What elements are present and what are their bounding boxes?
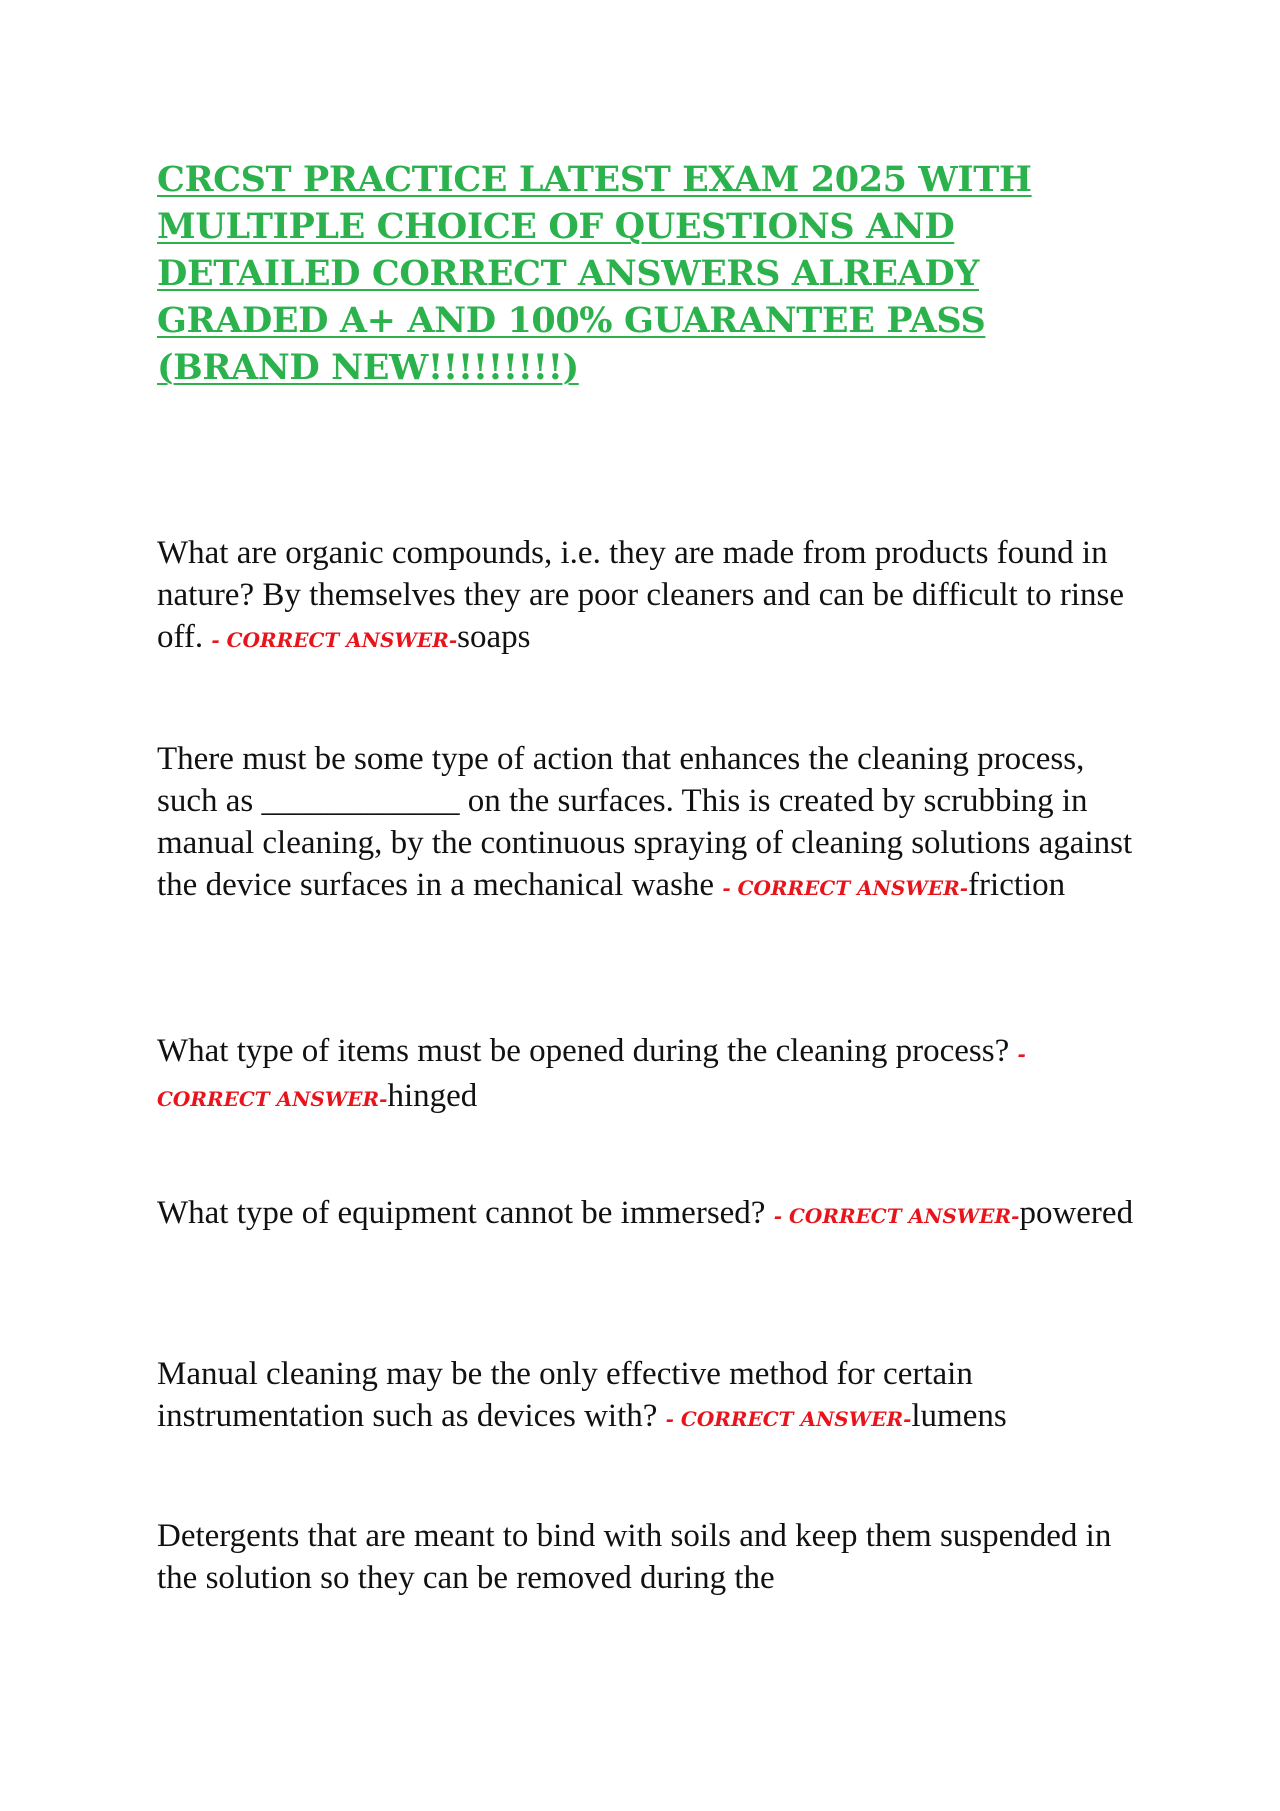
document-title: CRCST PRACTICE LATEST EXAM 2025 WITH MULTIPLE CHOICE OF QUESTIONS AND DETAILED CORRECT ANSWERS ALREADY GRADED A+ AND 100% GUARANTEE PASS (BRAND NEW!!!!!!!!!) bbox=[157, 159, 1032, 388]
correct-answer-marker: - CORRECT ANSWER- bbox=[773, 1204, 1020, 1228]
correct-answer-marker: - CORRECT ANSWER- bbox=[665, 1407, 912, 1431]
answer-text: powered bbox=[1019, 1195, 1134, 1231]
question-text: What type of equipment cannot be immersed? bbox=[157, 1195, 774, 1231]
qa-item-4 bbox=[157, 1192, 1137, 1237]
qa-item-6 bbox=[157, 1515, 1137, 1599]
correct-answer-marker: - CORRECT ANSWER- bbox=[211, 628, 458, 652]
answer-text: soaps bbox=[457, 619, 531, 655]
question-text: Detergents that are meant to bind with soils and keep them suspended in the solution so they can be removed during the bbox=[157, 1518, 1112, 1596]
answer-text: hinged bbox=[387, 1078, 478, 1114]
question-text: What type of items must be opened during the cleaning process? bbox=[157, 1033, 1018, 1069]
qa-item-1 bbox=[157, 532, 1137, 661]
answer-text: lumens bbox=[911, 1398, 1007, 1434]
question-text: Manual cleaning may be the only effective method for certain instrumentation such as devices with? bbox=[157, 1356, 973, 1434]
qa-item-3 bbox=[157, 1030, 1137, 1120]
qa-item-5 bbox=[157, 1353, 1137, 1440]
question-text: What are organic compounds, i.e. they are made from products found in nature? By themselves they are poor cleaners and can be difficult to rinse off. bbox=[157, 535, 1125, 655]
question-text: There must be some type of action that enhances the cleaning process, such as ____________ on the surfaces. This is created by scrubbing in manual cleaning, by the continuous spraying of cleaning solutions against the device surfaces in a mechanical washe bbox=[157, 741, 1133, 903]
qa-item-2 bbox=[157, 738, 1137, 909]
correct-answer-marker: - CORRECT ANSWER- bbox=[157, 1042, 1026, 1111]
answer-text: friction bbox=[968, 867, 1066, 903]
correct-answer-marker: - CORRECT ANSWER- bbox=[722, 876, 969, 900]
